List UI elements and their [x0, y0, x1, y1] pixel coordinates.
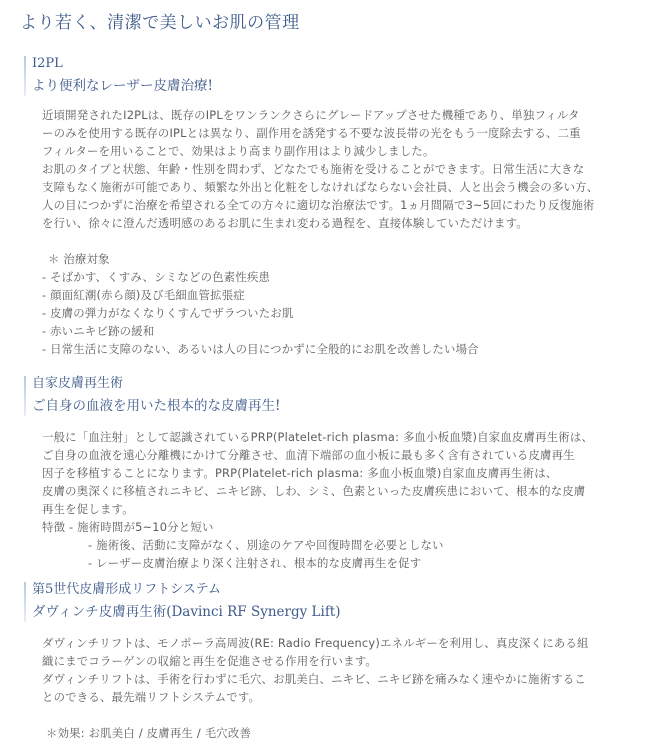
paragraph-line: お肌のタイプと状態、年齢・性別を問わず、どなたでも施術を受けることができます。日常生活に大きな: [42, 162, 585, 176]
section-subtitle: ダヴィンチ皮膚再生術(Davinci RF Synergy Lift): [32, 604, 341, 620]
paragraph-line: 織にまでコラーゲンの収縮と再生を促進させる作用を行います。: [42, 654, 377, 668]
section-body: [42, 428, 654, 572]
section-body: [42, 634, 654, 742]
paragraph-line: 因子を移植することになります。PRP(Platelet-rich plasma: 多血小板血漿)自家血皮膚再生術は、: [42, 466, 558, 480]
paragraph-line: 皮膚の奥深くに移植されニキビ、ニキビ跡、しわ、シミ、色素といった皮膚疾患において、根本的な皮膚: [42, 484, 586, 498]
section-label: 自家皮膚再生術: [32, 376, 124, 391]
section-davinci: [0, 578, 662, 742]
section-subtitle: より便利なレーザー皮膚治療!: [32, 78, 213, 94]
section-subtitle: ご自身の血液を用いた根本的な皮膚再生!: [32, 398, 281, 414]
feature-item: - 施術後、活動に支障がなく、別途のケアや回復時間を必要としない: [88, 538, 444, 552]
section-header: [24, 372, 662, 418]
feature-item: - レーザー皮膚治療より深く注射され、根本的な皮膚再生を促す: [88, 556, 422, 570]
paragraph-line: とのできる、最先端リフトシステムです。: [42, 690, 261, 704]
targets-heading: ＊ 治療対象: [48, 252, 110, 266]
paragraph-line: 支障もなく施術が可能であり、頻繁な外出と化粧をしなければならない会社員、人と出会う機会の多い方、: [42, 180, 599, 194]
section-header: [24, 578, 662, 624]
section-label: 第5世代皮膚形成リフトシステム: [32, 582, 221, 597]
target-item: - 顔面紅潮(赤ら顔)及び毛細血管拡張症: [42, 288, 245, 302]
target-item: - 日常生活に支障のない、あるいは人の目につかずに全般的にお肌を改善したい場合: [42, 342, 479, 356]
paragraph-line: 再生を促します。: [42, 502, 134, 516]
target-item: - 皮膚の弾力がなくなりくすんでザラついたお肌: [42, 306, 294, 320]
section-body: [42, 106, 654, 358]
section-header: [24, 52, 662, 98]
paragraph-line: 近頃開発されたI2PLは、既存のIPLをワンランクさらにグレードアップさせた機種であり、単独フィルタ: [42, 108, 580, 122]
paragraph-line: フィルターを用いることで、効果はより高まり副作用はより減少しました。: [42, 144, 435, 158]
section-label: I2PL: [32, 56, 63, 71]
target-item: - 赤いニキビ跡の緩和: [42, 324, 155, 338]
feature-line: 特徴 - 施術時間が5~10分と短い: [42, 520, 214, 534]
section-i2pl: [0, 52, 662, 358]
paragraph-line: を行い、徐々に澄んだ透明感のあるお肌に生まれ変わる過程を、直接体験していただけます。: [42, 216, 528, 230]
paragraph-line: ダヴィンチリフトは、手術を行わずに毛穴、お肌美白、ニキビ、ニキビ跡を痛みなく速やかに施術するこ: [42, 672, 586, 686]
paragraph-line: ダヴィンチリフトは、モノポーラ高周波(RE: Radio Frequency)エネルギーを利用し、真皮深くにある組: [42, 636, 589, 650]
page-title: より若く、清潔で美しいお肌の管理: [20, 13, 300, 33]
effects-line: ＊効果: お肌美白 / 皮膚再生 / 毛穴改善: [46, 726, 252, 740]
target-item: - そばかす、くすみ、シミなどの色素性疾患: [42, 270, 271, 284]
paragraph-line: 人の目につかずに治療を希望される全ての方々に適切な治療法です。1ヵ月間隔で3~5回にわたり反復施術: [42, 198, 595, 212]
section-self-regeneration: [0, 372, 662, 572]
paragraph-line: 一般に「血注射」として認識されているPRP(Platelet-rich plasma: 多血小板血漿)自家血皮膚再生術は、: [42, 430, 594, 444]
paragraph-line: ーのみを使用する既存のIPLとは異なり、副作用を誘発する不要な波長帯の光をもう一度除去する、二重: [42, 126, 581, 140]
paragraph-line: ご自身の血液を遠心分離機にかけて分離させ、血清下端部の血小板に最も多く含有されている皮膚再生: [42, 448, 575, 462]
